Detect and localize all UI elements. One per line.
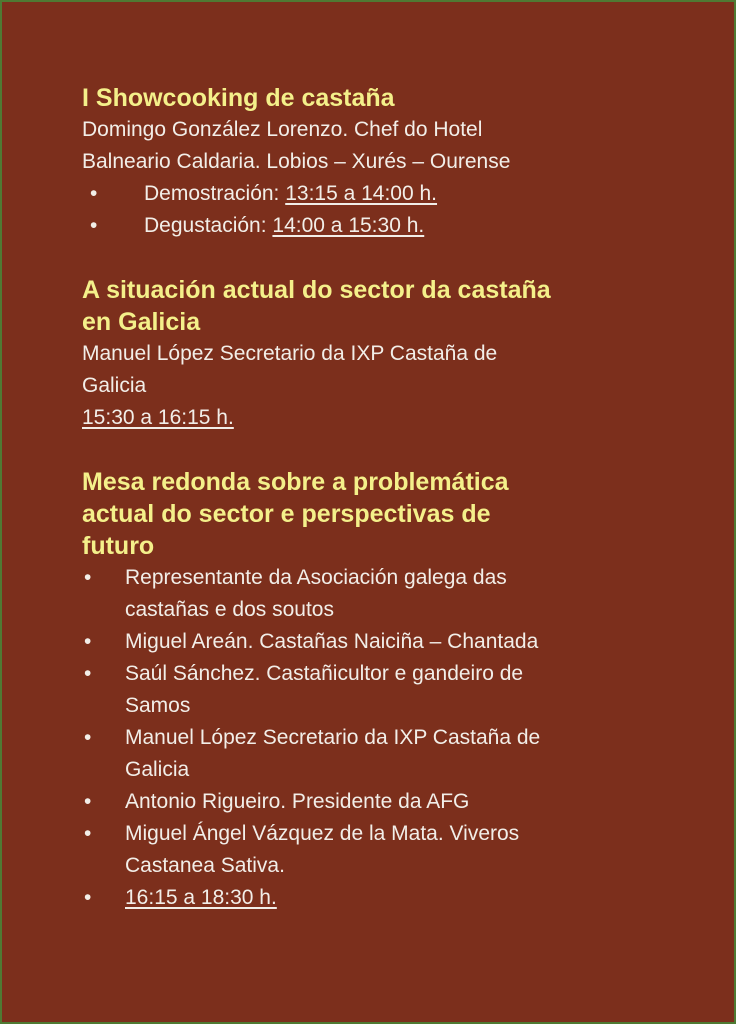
item-time: 14:00 a 15:30 h. <box>272 214 425 237</box>
list-item <box>82 626 682 658</box>
item-line: Saúl Sánchez. Castañicultor e gandeiro de <box>125 662 524 685</box>
list-item <box>82 786 682 818</box>
item-line: Samos <box>125 694 191 717</box>
item-line: Manuel López Secretario da IXP Castaña de <box>125 726 541 749</box>
showcooking-schedule-list <box>82 178 682 242</box>
bullet-icon: • <box>90 214 98 237</box>
bullet-icon: • <box>90 182 98 205</box>
bullet-icon: • <box>84 822 92 845</box>
section-heading-mesa: futuro <box>82 532 155 560</box>
section-mesa-redonda <box>82 466 682 914</box>
bullet-icon: • <box>84 790 92 813</box>
speaker-line: Domingo González Lorenzo. Chef do Hotel <box>82 118 483 141</box>
spacer <box>82 242 682 274</box>
item-line: Castanea Sativa. <box>125 854 285 877</box>
session-time: 15:30 a 16:15 h. <box>82 406 234 429</box>
item-label: Degustación: <box>144 214 273 237</box>
session-time: 16:15 a 18:30 h. <box>125 886 277 909</box>
bullet-icon: • <box>84 630 92 653</box>
bullet-icon: • <box>84 662 92 685</box>
section-heading-showcooking: I Showcooking de castaña <box>82 84 395 112</box>
list-item <box>82 658 682 722</box>
participants-list <box>82 562 682 914</box>
item-line: Miguel Ángel Vázquez de la Mata. Viveros <box>125 822 520 845</box>
list-item <box>82 722 682 786</box>
section-heading-mesa: actual do sector e perspectivas de <box>82 500 491 528</box>
bullet-icon: • <box>84 726 92 749</box>
program-content <box>82 82 682 914</box>
bullet-icon: • <box>84 566 92 589</box>
section-showcooking <box>82 82 682 242</box>
list-item <box>82 882 682 914</box>
item-line: Representante da Asociación galega das <box>125 566 507 589</box>
list-item <box>82 818 682 882</box>
list-item <box>82 562 682 626</box>
item-time: 13:15 a 14:00 h. <box>285 182 438 205</box>
spacer <box>82 434 682 466</box>
item-line: Miguel Areán. Castañas Naiciña – Chantada <box>125 630 539 653</box>
section-heading-situacion: en Galicia <box>82 308 201 336</box>
list-item <box>82 210 682 242</box>
item-label: Demostración: <box>144 182 286 205</box>
speaker-line: Manuel López Secretario da IXP Castaña de <box>82 342 498 365</box>
section-heading-situacion: A situación actual do sector da castaña <box>82 276 551 304</box>
item-line: Galicia <box>125 758 190 781</box>
item-line: castañas e dos soutos <box>125 598 334 621</box>
list-item <box>82 178 682 210</box>
bullet-icon: • <box>84 886 92 909</box>
section-situacion-actual <box>82 274 682 434</box>
speaker-line: Galicia <box>82 374 147 397</box>
speaker-line: Balneario Caldaria. Lobios – Xurés – Ourense <box>82 150 511 173</box>
section-heading-mesa: Mesa redonda sobre a problemática <box>82 468 509 496</box>
item-line: Antonio Rigueiro. Presidente da AFG <box>125 790 470 813</box>
